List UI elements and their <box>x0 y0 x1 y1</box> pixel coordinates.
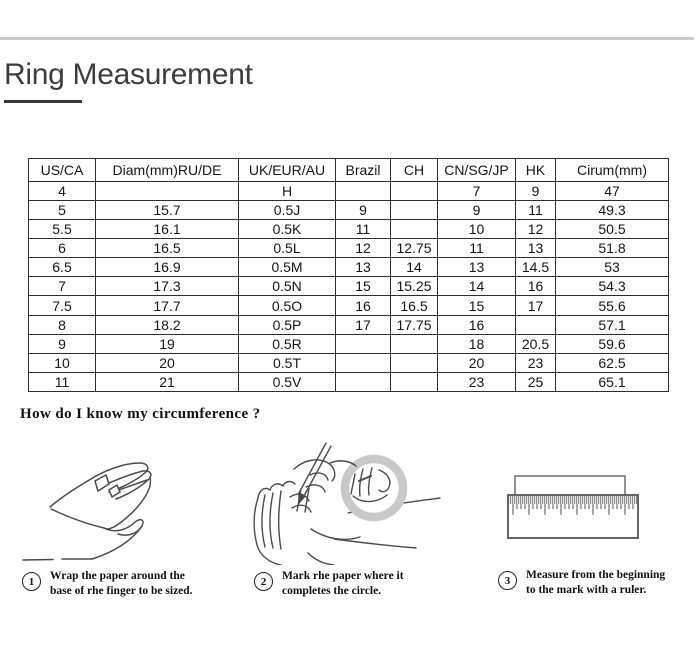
top-divider <box>0 37 694 40</box>
table-cell: 6 <box>29 239 96 258</box>
table-cell: 0.5V <box>239 372 336 391</box>
table-cell: 0.5J <box>239 201 336 220</box>
table-cell: 12 <box>336 239 391 258</box>
table-cell: 8 <box>29 315 96 334</box>
table-cell: 4 <box>29 182 96 201</box>
table-cell: 15.7 <box>96 201 239 220</box>
table-cell: 18 <box>438 334 516 353</box>
table-cell <box>336 372 391 391</box>
table-cell: 23 <box>438 372 516 391</box>
table-cell <box>336 334 391 353</box>
table-cell: 14 <box>391 258 438 277</box>
table-cell: 16 <box>336 296 391 315</box>
table-cell: 21 <box>96 372 239 391</box>
table-cell: H <box>239 182 336 201</box>
ruler-measuring-strip-icon <box>480 460 680 556</box>
column-header: US/CA <box>29 159 96 182</box>
paper-strip-icon <box>515 476 625 497</box>
ring-size-table <box>28 158 669 392</box>
step-2-caption-text: Mark rhe paper where it completes the circle. <box>282 570 404 597</box>
table-cell: 19 <box>96 334 239 353</box>
table-cell: 14.5 <box>516 258 556 277</box>
table-cell: 9 <box>336 201 391 220</box>
table-row <box>29 182 669 201</box>
step-3-number-badge: 3 <box>498 571 517 590</box>
table-cell: 13 <box>336 258 391 277</box>
table-row <box>29 296 669 315</box>
table-cell <box>336 353 391 372</box>
table-cell <box>96 182 239 201</box>
table-cell: 10 <box>438 220 516 239</box>
table-cell: 53 <box>556 258 669 277</box>
table-cell: 51.8 <box>556 239 669 258</box>
table-cell: 49.3 <box>556 201 669 220</box>
column-header: Cirum(mm) <box>556 159 669 182</box>
table-cell: 9 <box>29 334 96 353</box>
table-cell: 62.5 <box>556 353 669 372</box>
table-cell <box>391 353 438 372</box>
table-cell: 17.7 <box>96 296 239 315</box>
hand-with-paper-strip-icon <box>10 442 240 564</box>
column-header: UK/EUR/AU <box>239 159 336 182</box>
pencil-marking-paper-icon <box>250 435 442 565</box>
table-row <box>29 277 669 296</box>
table-cell: 5 <box>29 201 96 220</box>
table-cell: 17.3 <box>96 277 239 296</box>
table-cell: 5.5 <box>29 220 96 239</box>
table-cell: 17 <box>516 296 556 315</box>
table-cell: 9 <box>438 201 516 220</box>
table-cell <box>391 334 438 353</box>
table-cell: 11 <box>516 201 556 220</box>
table-cell <box>391 182 438 201</box>
table-cell: 55.6 <box>556 296 669 315</box>
table-header-row <box>29 159 669 182</box>
table-cell <box>391 220 438 239</box>
table-cell: 11 <box>29 372 96 391</box>
table-row <box>29 372 669 391</box>
table-cell: 12 <box>516 220 556 239</box>
step-1-caption-text: Wrap the paper around the base of rhe finger to be sized. <box>50 570 193 597</box>
table-row <box>29 334 669 353</box>
table-cell <box>516 315 556 334</box>
step-3-caption-text: Measure from the beginning to the mark with a ruler. <box>526 569 666 596</box>
table-cell: 16.5 <box>96 239 239 258</box>
table-cell: 16.5 <box>391 296 438 315</box>
table-cell: 50.5 <box>556 220 669 239</box>
table-cell: 13 <box>438 258 516 277</box>
ruler-scale-band-icon <box>509 496 637 504</box>
table-cell <box>391 201 438 220</box>
table-cell: 14 <box>438 277 516 296</box>
title-underline <box>4 100 82 103</box>
step-1-caption <box>22 569 193 599</box>
table-cell: 16.1 <box>96 220 239 239</box>
table-row <box>29 220 669 239</box>
table-cell: 0.5T <box>239 353 336 372</box>
table-cell: 17 <box>336 315 391 334</box>
table-cell: 11 <box>336 220 391 239</box>
table-cell: 15 <box>438 296 516 315</box>
table-cell: 15 <box>336 277 391 296</box>
table-cell: 20 <box>96 353 239 372</box>
table-cell: 18.2 <box>96 315 239 334</box>
table-cell: 0.5K <box>239 220 336 239</box>
table-cell: 0.5R <box>239 334 336 353</box>
table-cell: 17.75 <box>391 315 438 334</box>
table-cell: 23 <box>516 353 556 372</box>
table-cell: 54.3 <box>556 277 669 296</box>
column-header: CN/SG/JP <box>438 159 516 182</box>
table-cell <box>336 182 391 201</box>
step-2-caption <box>254 569 404 599</box>
table-cell: 16.9 <box>96 258 239 277</box>
table-cell: 0.5P <box>239 315 336 334</box>
table-cell: 0.5L <box>239 239 336 258</box>
table-cell: 15.25 <box>391 277 438 296</box>
step-3-caption <box>498 568 665 598</box>
table-cell: 12.75 <box>391 239 438 258</box>
table-cell: 7.5 <box>29 296 96 315</box>
table-row <box>29 201 669 220</box>
table-cell: 6.5 <box>29 258 96 277</box>
table-cell: 20.5 <box>516 334 556 353</box>
column-header: Brazil <box>336 159 391 182</box>
table-cell: 11 <box>438 239 516 258</box>
table-cell: 20 <box>438 353 516 372</box>
table-cell: 65.1 <box>556 372 669 391</box>
table-cell: 13 <box>516 239 556 258</box>
table-cell: 16 <box>516 277 556 296</box>
table-row <box>29 353 669 372</box>
table-cell <box>391 372 438 391</box>
table-row <box>29 239 669 258</box>
column-header: CH <box>391 159 438 182</box>
table-cell: 7 <box>29 277 96 296</box>
table-cell: 10 <box>29 353 96 372</box>
magnifier-ring-icon <box>345 459 403 517</box>
table-cell: 59.6 <box>556 334 669 353</box>
table-cell: 16 <box>438 315 516 334</box>
step-2-number-badge: 2 <box>254 572 273 591</box>
table-cell: 7 <box>438 182 516 201</box>
table-cell: 57.1 <box>556 315 669 334</box>
circumference-heading: How do I know my circumference ? <box>20 406 261 422</box>
table-cell: 47 <box>556 182 669 201</box>
table-cell: 0.5O <box>239 296 336 315</box>
table-cell: 0.5N <box>239 277 336 296</box>
table-cell: 0.5M <box>239 258 336 277</box>
table-body <box>29 182 669 392</box>
page-title: Ring Measurement <box>4 58 253 91</box>
table-row <box>29 315 669 334</box>
table-cell: 25 <box>516 372 556 391</box>
column-header: HK <box>516 159 556 182</box>
table-row <box>29 258 669 277</box>
column-header: Diam(mm)RU/DE <box>96 159 239 182</box>
step-1-number-badge: 1 <box>22 572 41 591</box>
table-cell: 9 <box>516 182 556 201</box>
